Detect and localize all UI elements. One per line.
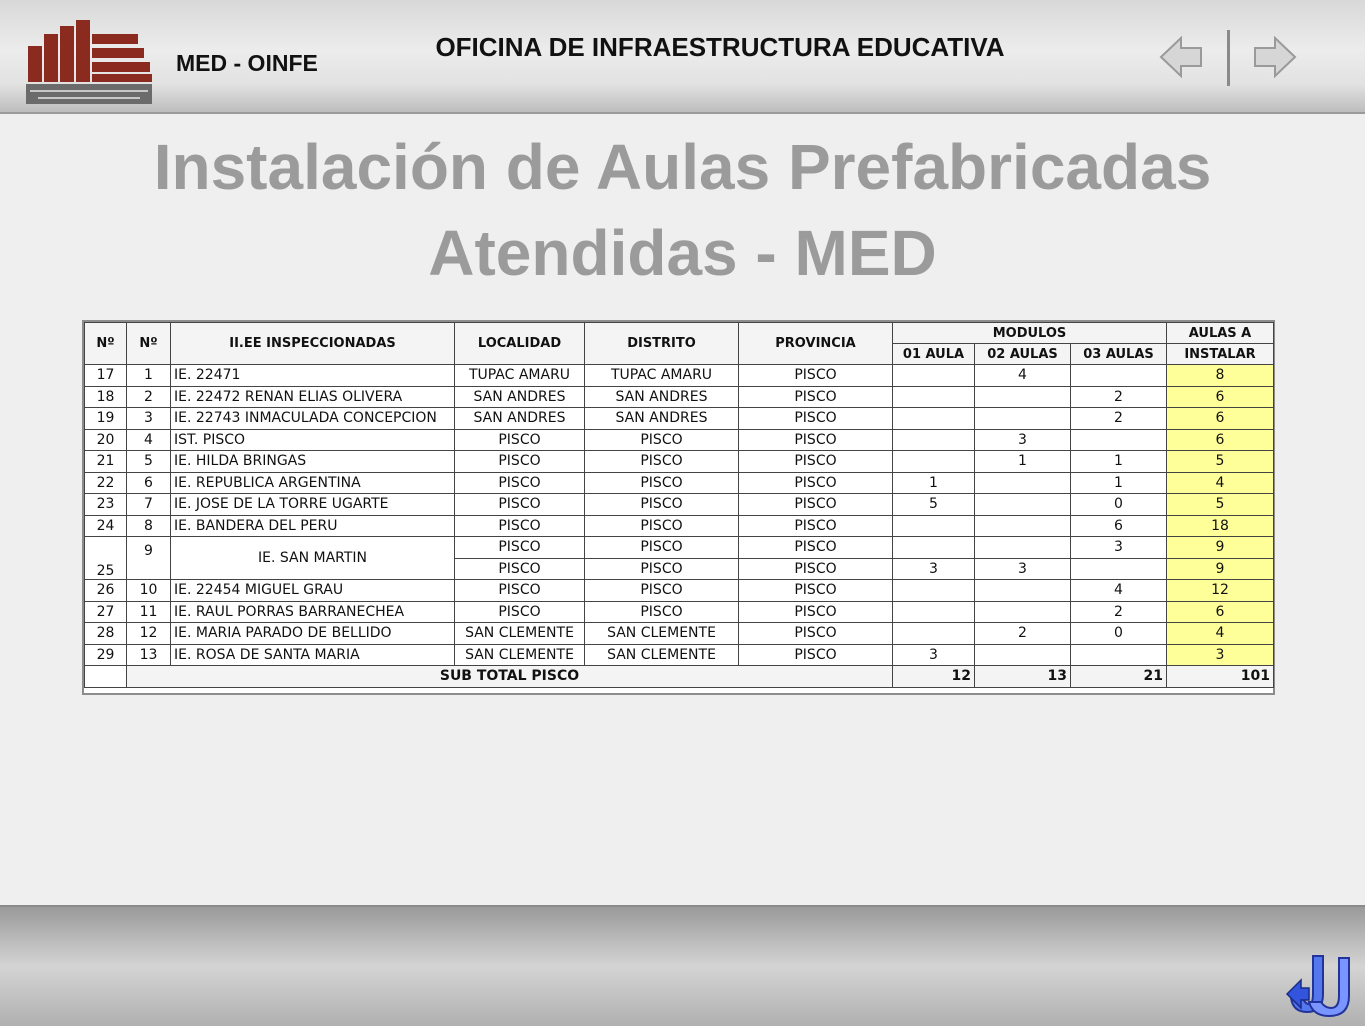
cell-m2: 3: [975, 558, 1071, 580]
cell-m1: 3: [893, 558, 975, 580]
cell-total: 6: [1167, 408, 1274, 430]
cell-n2: 3: [127, 408, 171, 430]
cell-n2: 8: [127, 515, 171, 537]
cell-m1: [893, 601, 975, 623]
cell-n1: 29: [85, 644, 127, 666]
cell-locality: PISCO: [455, 429, 585, 451]
cell-locality: PISCO: [455, 537, 585, 559]
table-row: [85, 601, 1274, 623]
nav-divider: [1227, 30, 1230, 86]
cell-province: PISCO: [739, 494, 893, 516]
cell-m1: [893, 623, 975, 645]
cell-m1: [893, 515, 975, 537]
cell-locality: PISCO: [455, 580, 585, 602]
header-bar: [0, 0, 1365, 114]
cell-n2: 1: [127, 365, 171, 387]
cell-total: 9: [1167, 558, 1274, 580]
header-n1: Nº: [85, 323, 127, 365]
cell-district: PISCO: [585, 429, 739, 451]
cell-n2: 2: [127, 386, 171, 408]
cell-n2: 10: [127, 580, 171, 602]
table-row: [85, 623, 1274, 645]
cell-total: 18: [1167, 515, 1274, 537]
subtotal-m3: 21: [1071, 666, 1167, 688]
cell-locality: SAN CLEMENTE: [455, 644, 585, 666]
cell-district: PISCO: [585, 537, 739, 559]
cell-locality: SAN CLEMENTE: [455, 623, 585, 645]
header-m2: 02 AULAS: [975, 344, 1071, 365]
cell-m3: 3: [1071, 537, 1167, 559]
cell-n2: 6: [127, 472, 171, 494]
cell-school: IE. REPUBLICA ARGENTINA: [171, 472, 455, 494]
cell-m1: [893, 408, 975, 430]
cell-m2: [975, 386, 1071, 408]
table-body: [85, 365, 1274, 688]
cell-school: IE. RAUL PORRAS BARRANECHEA: [171, 601, 455, 623]
cell-m3: [1071, 365, 1167, 387]
cell-m1: 3: [893, 644, 975, 666]
cell-n1: 23: [85, 494, 127, 516]
cell-locality: PISCO: [455, 494, 585, 516]
cell-district: PISCO: [585, 558, 739, 580]
cell-locality: PISCO: [455, 601, 585, 623]
cell-province: PISCO: [739, 472, 893, 494]
cell-school: IE. HILDA BRINGAS: [171, 451, 455, 473]
cell-district: TUPAC AMARU: [585, 365, 739, 387]
cell-province: PISCO: [739, 451, 893, 473]
table-row-san-martin-a: [85, 537, 1274, 559]
cell-total: 5: [1167, 451, 1274, 473]
footer-bar: [0, 905, 1365, 1026]
cell-total: 6: [1167, 601, 1274, 623]
cell-total: 3: [1167, 644, 1274, 666]
cell-total: 6: [1167, 386, 1274, 408]
cell-locality: PISCO: [455, 451, 585, 473]
cell-m2: 3: [975, 429, 1071, 451]
cell-district: PISCO: [585, 451, 739, 473]
cell-m2: 2: [975, 623, 1071, 645]
cell-m3: 1: [1071, 472, 1167, 494]
cell-m1: [893, 429, 975, 451]
cell-province: PISCO: [739, 408, 893, 430]
cell-n1: 18: [85, 386, 127, 408]
table-row: [85, 494, 1274, 516]
cell-m2: [975, 515, 1071, 537]
cell-m3: 0: [1071, 494, 1167, 516]
cell-n1: 26: [85, 580, 127, 602]
header-district: DISTRITO: [585, 323, 739, 365]
cell-m2: [975, 580, 1071, 602]
cell-province: PISCO: [739, 365, 893, 387]
table-row: [85, 580, 1274, 602]
cell-m3: 2: [1071, 386, 1167, 408]
cell-district: PISCO: [585, 580, 739, 602]
cell-school: IE. SAN MARTIN: [171, 537, 455, 580]
cell-m3: 4: [1071, 580, 1167, 602]
cell-m3: [1071, 429, 1167, 451]
header-province: PROVINCIA: [739, 323, 893, 365]
slide-navigation: [1155, 28, 1300, 88]
subtotal-m2: 13: [975, 666, 1071, 688]
header-n2: Nº: [127, 323, 171, 365]
cell-province: PISCO: [739, 429, 893, 451]
cell-district: SAN ANDRES: [585, 408, 739, 430]
cell-m1: [893, 365, 975, 387]
cell-empty: [85, 666, 127, 688]
cell-district: PISCO: [585, 472, 739, 494]
cell-school: IE. BANDERA DEL PERU: [171, 515, 455, 537]
cell-school: IE. 22454 MIGUEL GRAU: [171, 580, 455, 602]
cell-locality: PISCO: [455, 472, 585, 494]
return-home-icon[interactable]: [1283, 950, 1363, 1022]
inspection-table: [84, 322, 1274, 688]
cell-n1: 19: [85, 408, 127, 430]
cell-province: PISCO: [739, 515, 893, 537]
cell-m1: [893, 537, 975, 559]
header-instalar: INSTALAR: [1167, 344, 1274, 365]
cell-n1: 25: [85, 537, 127, 580]
table-row: [85, 644, 1274, 666]
inspection-table-container: [82, 320, 1275, 695]
cell-m1: [893, 386, 975, 408]
cell-n1: 27: [85, 601, 127, 623]
cell-school: IE. MARIA PARADO DE BELLIDO: [171, 623, 455, 645]
subtotal-m1: 12: [893, 666, 975, 688]
table-row: [85, 386, 1274, 408]
cell-total: 5: [1167, 494, 1274, 516]
cell-m2: [975, 644, 1071, 666]
cell-district: PISCO: [585, 601, 739, 623]
table-row: [85, 515, 1274, 537]
cell-n1: 22: [85, 472, 127, 494]
cell-total: 4: [1167, 623, 1274, 645]
cell-m1: [893, 580, 975, 602]
cell-school: IST. PISCO: [171, 429, 455, 451]
cell-n1: 20: [85, 429, 127, 451]
cell-district: SAN CLEMENTE: [585, 644, 739, 666]
cell-district: SAN CLEMENTE: [585, 623, 739, 645]
cell-n2: 7: [127, 494, 171, 516]
cell-m3: [1071, 558, 1167, 580]
table-row: [85, 365, 1274, 387]
header-school: II.EE INSPECCIONADAS: [171, 323, 455, 365]
table-row: [85, 451, 1274, 473]
cell-m2: 4: [975, 365, 1071, 387]
header-locality: LOCALIDAD: [455, 323, 585, 365]
cell-m3: [1071, 644, 1167, 666]
cell-m2: [975, 537, 1071, 559]
cell-district: PISCO: [585, 515, 739, 537]
cell-total: 6: [1167, 429, 1274, 451]
cell-total: 8: [1167, 365, 1274, 387]
cell-province: PISCO: [739, 386, 893, 408]
cell-n2: 5: [127, 451, 171, 473]
cell-m3: 0: [1071, 623, 1167, 645]
cell-m1: 5: [893, 494, 975, 516]
arrow-left-icon[interactable]: [1159, 34, 1205, 80]
cell-m2: 1: [975, 451, 1071, 473]
cell-school: IE. 22743 INMACULADA CONCEPCION: [171, 408, 455, 430]
cell-district: PISCO: [585, 494, 739, 516]
cell-district: SAN ANDRES: [585, 386, 739, 408]
cell-n1: 17: [85, 365, 127, 387]
cell-m3: 1: [1071, 451, 1167, 473]
page-title: Instalación de Aulas Prefabricadas Atendidas - MED: [153, 131, 1212, 289]
cell-province: PISCO: [739, 537, 893, 559]
header-modules: MODULOS: [893, 323, 1167, 344]
cell-n1: 28: [85, 623, 127, 645]
header-aulas-a: AULAS A: [1167, 323, 1274, 344]
cell-n1: 21: [85, 451, 127, 473]
cell-m2: [975, 494, 1071, 516]
cell-locality: TUPAC AMARU: [455, 365, 585, 387]
cell-m2: [975, 472, 1071, 494]
subtotal-row: [85, 666, 1274, 688]
cell-n2: 13: [127, 644, 171, 666]
cell-school: IE. JOSE DE LA TORRE UGARTE: [171, 494, 455, 516]
header-m1: 01 AULA: [893, 344, 975, 365]
cell-school: IE. 22472 RENAN ELIAS OLIVERA: [171, 386, 455, 408]
cell-province: PISCO: [739, 623, 893, 645]
cell-m2: [975, 408, 1071, 430]
cell-m1: [893, 451, 975, 473]
cell-province: PISCO: [739, 601, 893, 623]
subtotal-label: SUB TOTAL PISCO: [127, 666, 893, 688]
cell-n2: 11: [127, 601, 171, 623]
cell-locality: PISCO: [455, 558, 585, 580]
cell-locality: PISCO: [455, 515, 585, 537]
cell-province: PISCO: [739, 558, 893, 580]
cell-m3: 2: [1071, 408, 1167, 430]
cell-m1: 1: [893, 472, 975, 494]
cell-m2: [975, 601, 1071, 623]
cell-school: IE. 22471: [171, 365, 455, 387]
office-title: OFICINA DE INFRAESTRUCTURA EDUCATIVA: [435, 32, 1005, 62]
cell-total: 4: [1167, 472, 1274, 494]
cell-n2: 9: [127, 537, 171, 580]
table-row: [85, 472, 1274, 494]
subtotal-total: 101: [1167, 666, 1274, 688]
cell-total: 12: [1167, 580, 1274, 602]
cell-m3: 2: [1071, 601, 1167, 623]
cell-total: 9: [1167, 537, 1274, 559]
cell-n1: 24: [85, 515, 127, 537]
cell-school: IE. ROSA DE SANTA MARIA: [171, 644, 455, 666]
arrow-right-icon[interactable]: [1251, 34, 1297, 80]
cell-m3: 6: [1071, 515, 1167, 537]
cell-province: PISCO: [739, 644, 893, 666]
header-m3: 03 AULAS: [1071, 344, 1167, 365]
cell-province: PISCO: [739, 580, 893, 602]
cell-n2: 4: [127, 429, 171, 451]
cell-n2: 12: [127, 623, 171, 645]
cell-locality: SAN ANDRES: [455, 408, 585, 430]
org-code: MED - OINFE: [176, 50, 318, 76]
table-row: [85, 408, 1274, 430]
cell-locality: SAN ANDRES: [455, 386, 585, 408]
table-row: [85, 429, 1274, 451]
ministry-logo: [24, 16, 154, 106]
